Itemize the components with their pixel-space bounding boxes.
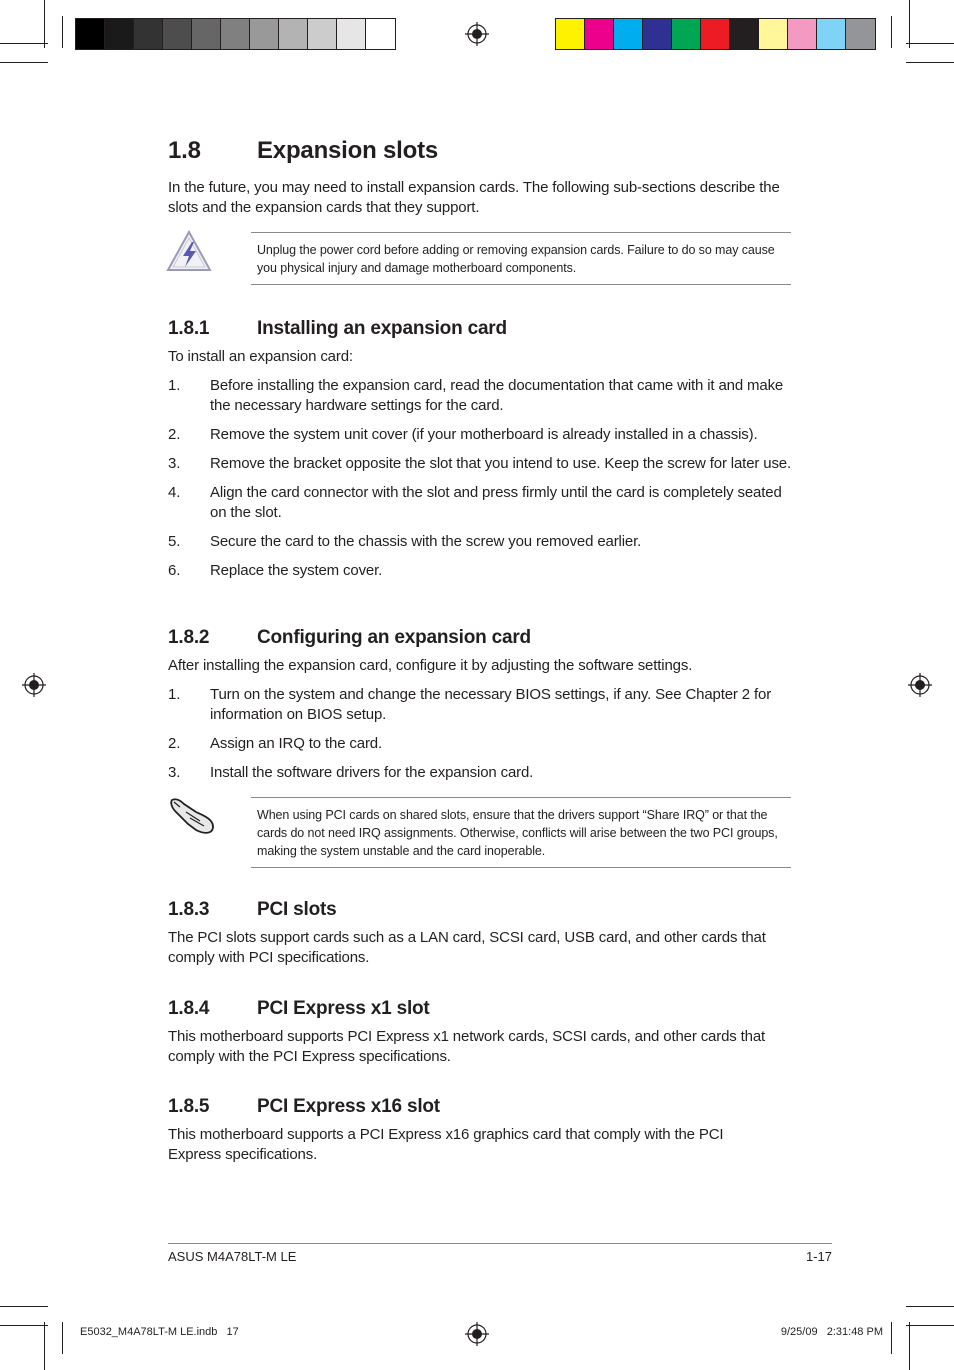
crop-mark — [891, 16, 892, 48]
subsection-title — [168, 899, 337, 921]
step-number: 5. — [168, 533, 181, 550]
color-swatch — [250, 19, 279, 49]
process-color-bar — [555, 18, 876, 50]
crop-mark — [62, 16, 63, 48]
subsection-text: This motherboard supports PCI Express x1 network cards, SCSI cards, and other cards that comply with the PCI Express specifications. — [168, 1028, 766, 1065]
subsection-title — [168, 998, 430, 1020]
slug-filename: E5032_M4A78LT-M LE.indb 17 — [80, 1326, 239, 1338]
crop-mark — [44, 1322, 45, 1370]
crop-mark — [0, 43, 48, 44]
subsection-number: 1.8.2 — [168, 627, 210, 648]
color-swatch — [585, 19, 614, 49]
step-item — [168, 685, 798, 725]
subsection-number: 1.8.5 — [168, 1096, 210, 1117]
step-text: Turn on the system and change the necessary BIOS settings, if any. See Chapter 2 for information on BIOS setup. — [210, 686, 772, 723]
crop-mark — [906, 43, 954, 44]
color-swatch — [163, 19, 192, 49]
grayscale-color-bar — [75, 18, 396, 50]
registration-mark-icon — [22, 673, 46, 697]
color-swatch — [701, 19, 730, 49]
step-text: Replace the system cover. — [210, 562, 383, 579]
section-title-text: Expansion slots — [257, 137, 439, 164]
step-number: 1. — [168, 686, 181, 703]
subsection-number: 1.8.1 — [168, 318, 210, 339]
footer-page-number: 1-17 — [805, 1249, 832, 1264]
subsection-title — [168, 318, 507, 340]
step-text: Assign an IRQ to the card. — [210, 735, 383, 752]
step-number: 3. — [168, 455, 181, 472]
color-swatch — [817, 19, 846, 49]
subsection-number: 1.8.3 — [168, 899, 210, 920]
warning-box — [251, 232, 791, 285]
step-number: 1. — [168, 377, 181, 394]
step-number: 3. — [168, 764, 181, 781]
color-swatch — [730, 19, 759, 49]
color-swatch — [221, 19, 250, 49]
subsection-intro: After installing the expansion card, configure it by adjusting the software settings. — [168, 657, 693, 674]
color-swatch — [134, 19, 163, 49]
warning-triangle-lightning-icon — [166, 229, 212, 273]
configure-steps-list — [168, 685, 798, 792]
step-item — [168, 483, 798, 523]
step-item — [168, 763, 798, 783]
step-number: 4. — [168, 484, 181, 501]
color-swatch — [672, 19, 701, 49]
subsection-text: This motherboard supports a PCI Express x16 graphics card that comply with the PCI Express specifications. — [168, 1126, 724, 1163]
color-swatch — [614, 19, 643, 49]
color-swatch — [643, 19, 672, 49]
step-text: Align the card connector with the slot and press firmly until the card is completely seated on the slot. — [210, 484, 782, 521]
subsection-title-text: Configuring an expansion card — [257, 627, 531, 648]
step-number: 2. — [168, 735, 181, 752]
crop-mark — [909, 1322, 910, 1370]
note-box — [251, 797, 791, 868]
color-swatch — [279, 19, 308, 49]
crop-mark — [0, 1325, 48, 1326]
subsection-title-text: PCI Express x16 slot — [257, 1096, 440, 1117]
step-text: Install the software drivers for the expansion card. — [210, 764, 534, 781]
color-swatch — [759, 19, 788, 49]
crop-mark — [906, 1306, 954, 1307]
subsection-intro: To install an expansion card: — [168, 348, 353, 365]
install-steps-list — [168, 376, 798, 590]
color-swatch — [556, 19, 585, 49]
color-swatch — [788, 19, 817, 49]
subsection-title-text: PCI Express x1 slot — [257, 998, 430, 1019]
registration-mark-icon — [465, 1322, 489, 1346]
warning-text: Unplug the power cord before adding or removing expansion cards. Failure to do so may cause you physical injury and damage motherboard components. — [257, 243, 775, 275]
step-text: Before installing the expansion card, read the documentation that came with it and make the necessary hardware settings for the card. — [210, 377, 784, 414]
color-swatch — [105, 19, 134, 49]
section-intro: In the future, you may need to install expansion cards. The following sub-sections describe the slots and the expansion cards that they support. — [168, 179, 780, 216]
step-text: Remove the system unit cover (if your motherboard is already installed in a chassis). — [210, 426, 758, 443]
step-number: 2. — [168, 426, 181, 443]
step-number: 6. — [168, 562, 181, 579]
subsection-title-text: Installing an expansion card — [257, 318, 507, 339]
color-swatch — [366, 19, 395, 49]
registration-mark-icon — [908, 673, 932, 697]
crop-mark — [62, 1322, 63, 1354]
subsection-title-text: PCI slots — [257, 899, 337, 920]
slug-datetime: 9/25/09 2:31:48 PM — [780, 1326, 883, 1338]
crop-mark — [44, 0, 45, 48]
step-item — [168, 376, 798, 416]
step-item — [168, 532, 798, 552]
subsection-number: 1.8.4 — [168, 998, 210, 1019]
footer-divider — [168, 1243, 832, 1244]
crop-mark — [0, 1306, 48, 1307]
note-text: When using PCI cards on shared slots, ensure that the drivers support “Share IRQ” or that the cards do not need IRQ assignments. Otherwise, conflicts will arise between the two PCI groups, making the system unstable and the card inoperable. — [257, 808, 778, 858]
color-swatch — [76, 19, 105, 49]
color-swatch — [846, 19, 875, 49]
color-swatch — [192, 19, 221, 49]
crop-mark — [891, 1322, 892, 1354]
step-text: Remove the bracket opposite the slot that you intend to use. Keep the screw for later use. — [210, 455, 792, 472]
step-item — [168, 561, 798, 581]
crop-mark — [0, 62, 48, 63]
footer-model: ASUS M4A78LT-M LE — [168, 1249, 297, 1264]
registration-mark-icon — [465, 22, 489, 46]
subsection-text: The PCI slots support cards such as a LAN card, SCSI card, USB card, and other cards that comply with PCI specifications. — [168, 929, 766, 966]
crop-mark — [906, 1325, 954, 1326]
crop-mark — [906, 62, 954, 63]
color-swatch — [308, 19, 337, 49]
subsection-title — [168, 1096, 440, 1118]
color-swatch — [337, 19, 366, 49]
step-item — [168, 734, 798, 754]
crop-mark — [909, 0, 910, 48]
step-text: Secure the card to the chassis with the screw you removed earlier. — [210, 533, 642, 550]
section-number: 1.8 — [168, 137, 201, 164]
step-item — [168, 425, 798, 445]
subsection-title — [168, 627, 531, 649]
step-item — [168, 454, 798, 474]
section-title — [168, 137, 438, 165]
pointing-hand-note-icon — [166, 794, 218, 836]
